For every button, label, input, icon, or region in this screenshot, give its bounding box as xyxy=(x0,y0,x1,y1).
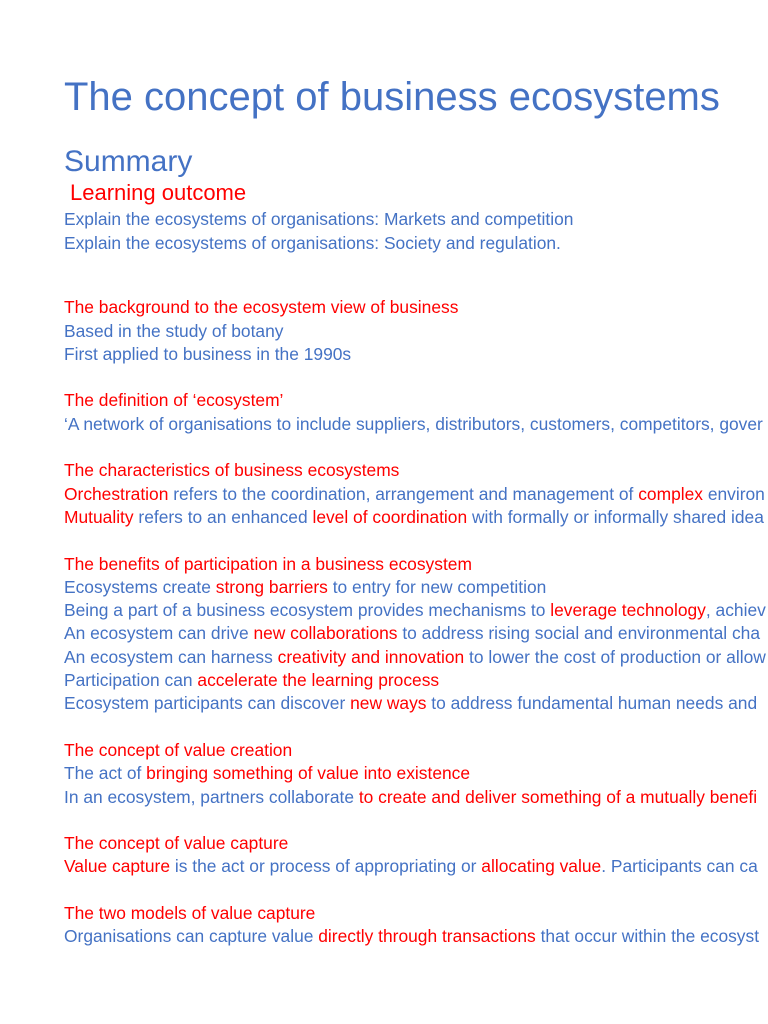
text-segment: new ways xyxy=(350,693,427,714)
text-segment: allocating value xyxy=(481,856,602,877)
section-heading xyxy=(64,902,768,925)
section-heading-text: The benefits of participation in a business ecosystem xyxy=(64,553,472,574)
body-line xyxy=(64,506,768,529)
section-value-creation xyxy=(64,739,768,809)
text-segment: Being a part of a business ecosystem provides mechanisms to xyxy=(64,600,551,621)
text-segment: environ xyxy=(702,483,765,504)
page-title: The concept of business ecosystems xyxy=(64,75,720,119)
text-segment: Ecosystem participants can discover xyxy=(64,693,351,714)
text-segment: to entry for new competition xyxy=(327,576,547,597)
text-segment: leverage technology xyxy=(550,600,706,621)
body-line xyxy=(64,599,768,622)
text-segment: directly through transactions xyxy=(318,926,536,947)
learning-outcome-text: Explain the ecosystems of organisations: Markets and competition xyxy=(64,209,574,230)
text-segment: An ecosystem can harness xyxy=(64,646,278,667)
section-definition xyxy=(64,389,768,436)
body-line xyxy=(64,343,768,366)
text-segment: , achiev xyxy=(705,600,766,621)
text-segment: Organisations can capture value xyxy=(64,926,319,947)
section-background xyxy=(64,296,768,366)
body-line xyxy=(64,646,768,669)
body-line xyxy=(64,692,768,715)
section-heading xyxy=(64,832,768,855)
text-segment: creativity and innovation xyxy=(277,646,465,667)
section-heading-text: The definition of ‘ecosystem’ xyxy=(64,390,284,411)
body-line xyxy=(64,483,768,506)
summary-heading: Summary xyxy=(64,145,193,178)
text-segment: that occur within the ecosyst xyxy=(535,926,760,947)
body-line xyxy=(64,320,768,343)
text-segment: . Participants can ca xyxy=(601,856,758,877)
text-segment: Based in the study of botany xyxy=(64,320,284,341)
section-heading xyxy=(64,739,768,762)
text-segment: to lower the cost of production or allow xyxy=(464,646,766,667)
summary-sections xyxy=(64,296,768,948)
body-line xyxy=(64,925,768,948)
learning-outcome-item xyxy=(64,232,768,255)
body-line xyxy=(64,786,768,809)
text-segment: Mutuality xyxy=(64,506,134,527)
learning-outcome-heading: Learning outcome xyxy=(70,180,247,205)
section-heading xyxy=(64,296,768,319)
text-segment: Ecosystems create xyxy=(64,576,216,597)
text-segment: is the act or process of appropriating or xyxy=(170,856,482,877)
section-heading xyxy=(64,459,768,482)
text-segment: accelerate the learning process xyxy=(197,670,440,691)
text-segment: Orchestration xyxy=(64,483,169,504)
learning-outcome-item xyxy=(64,208,768,231)
section-heading-text: The concept of value creation xyxy=(64,739,293,760)
body-line xyxy=(64,762,768,785)
body-line xyxy=(64,576,768,599)
text-segment: First applied to business in the 1990s xyxy=(64,343,352,364)
body-line xyxy=(64,622,768,645)
text-segment: to create and deliver something of a mutually benefi xyxy=(358,786,758,807)
text-segment: ‘A network of organisations to include suppliers, distributors, customers, competitors, gover xyxy=(64,413,763,434)
text-segment: bringing something of value into existence xyxy=(146,763,471,784)
text-segment: Participation can xyxy=(64,670,198,691)
text-segment: to address fundamental human needs and xyxy=(426,693,758,714)
learning-outcomes-list xyxy=(64,208,768,255)
text-segment: The act of xyxy=(64,763,147,784)
body-line xyxy=(64,413,768,436)
body-line xyxy=(64,855,768,878)
learning-outcome-text: Explain the ecosystems of organisations: Society and regulation. xyxy=(64,232,561,253)
section-value-capture xyxy=(64,832,768,879)
section-heading-text: The concept of value capture xyxy=(64,833,289,854)
body-line xyxy=(64,669,768,692)
text-segment: to address rising social and environmental cha xyxy=(397,623,761,644)
text-segment: level of coordination xyxy=(312,506,468,527)
section-heading-text: The two models of value capture xyxy=(64,903,316,924)
section-value-capture-models xyxy=(64,902,768,949)
text-segment: An ecosystem can drive xyxy=(64,623,254,644)
section-benefits xyxy=(64,553,768,716)
text-segment: refers to an enhanced xyxy=(133,506,313,527)
text-segment: complex xyxy=(638,483,703,504)
text-segment: In an ecosystem, partners collaborate xyxy=(64,786,359,807)
text-segment: strong barriers xyxy=(215,576,328,597)
section-heading xyxy=(64,553,768,576)
section-heading-text: The characteristics of business ecosystems xyxy=(64,460,400,481)
text-segment: refers to the coordination, arrangement and management of xyxy=(168,483,639,504)
section-heading xyxy=(64,389,768,412)
text-segment: Value capture xyxy=(64,856,171,877)
section-characteristics xyxy=(64,459,768,529)
text-segment: new collaborations xyxy=(253,623,398,644)
text-segment: with formally or informally shared idea xyxy=(467,506,764,527)
section-heading-text: The background to the ecosystem view of business xyxy=(64,297,459,318)
